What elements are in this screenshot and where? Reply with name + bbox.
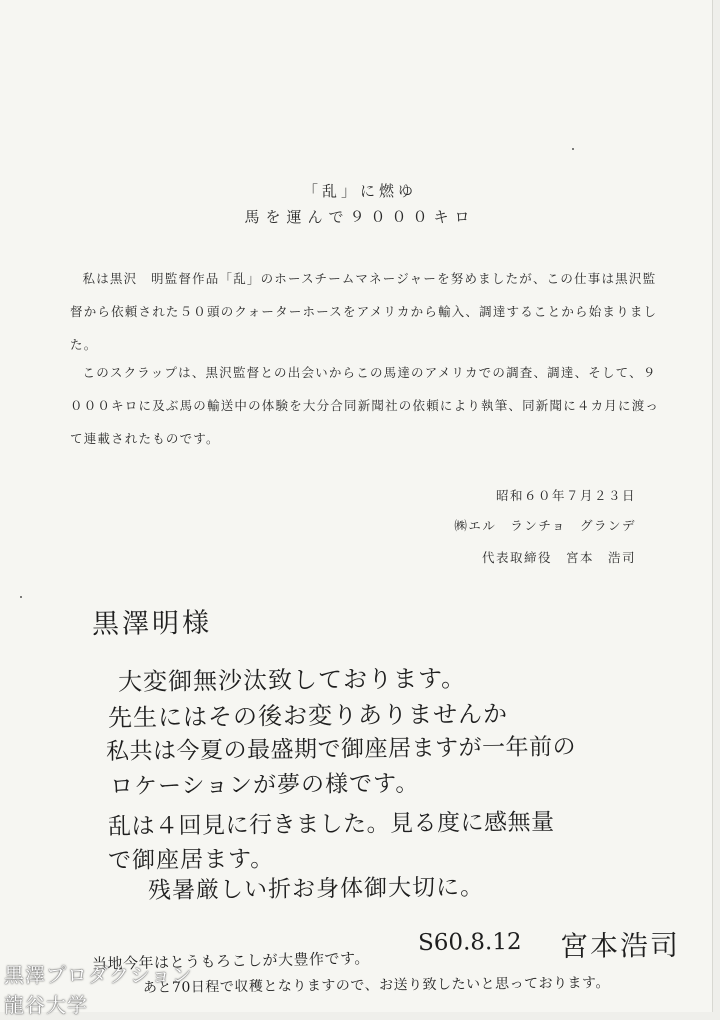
handwritten-postscript-2: あと70日程で収穫となりますので、お送り致したいと思っております。 bbox=[142, 975, 610, 996]
title-line-2: 馬を運んで９０００キロ bbox=[244, 208, 476, 226]
company-name: ㈱エル ランチョ グランデ bbox=[454, 518, 636, 533]
handwritten-date: S60.8.12 bbox=[417, 928, 522, 956]
handwritten-line-6: で御座居ます。 bbox=[107, 846, 275, 874]
typed-paragraph-1: 私は黒沢 明監督作品「乱」のホースチームマネージャーを努めましたが、この仕事は黒沢監督から依頼された５０頭のクォーターホースをアメリカから輸入、調達することから始まりました。 bbox=[70, 271, 658, 352]
paper-speck bbox=[20, 596, 22, 598]
watermark-line-2: 龍谷大学 bbox=[4, 993, 88, 1017]
handwritten-line-5: 乱は４回見に行きました。見る度に感無量 bbox=[107, 809, 555, 840]
handwritten-line-3: 私共は今夏の最盛期で御座居ますが一年前の bbox=[105, 734, 577, 765]
representative-name: 代表取締役 宮本 浩司 bbox=[481, 550, 636, 565]
handwritten-line-4: ロケーションが夢の様です。 bbox=[109, 770, 420, 800]
archive-watermark bbox=[4, 960, 193, 1020]
handwritten-postscript-1: 当地今年はとうもろこしが大豊作です。 bbox=[91, 949, 370, 973]
typed-date: 昭和６０年７月２３日 bbox=[495, 488, 636, 503]
paper-speck bbox=[572, 148, 574, 150]
handwritten-addressee: 黒澤明様 bbox=[91, 607, 213, 640]
handwritten-line-1: 大変御無沙汰致しております。 bbox=[117, 664, 467, 696]
typed-paragraph-2: このスクラップは、黒沢監督との出会いからこの馬達のアメリカでの調査、調達、そして、９０００キロに及ぶ馬の輸送中の体験を大分合同新聞社の依頼により執筆、同新聞に４カ月に渡って連載されたものです。 bbox=[70, 365, 660, 446]
handwritten-signature: 宮本浩司 bbox=[559, 928, 681, 963]
handwritten-line-2: 先生にはその後お変りありませんか bbox=[107, 699, 509, 732]
title-line-1: 「乱」に燃ゆ bbox=[302, 182, 417, 200]
watermark-line-1: 黒澤プロダクション bbox=[4, 963, 193, 987]
handwritten-line-7: 残暑厳しい折お身体御大切に。 bbox=[147, 874, 485, 904]
